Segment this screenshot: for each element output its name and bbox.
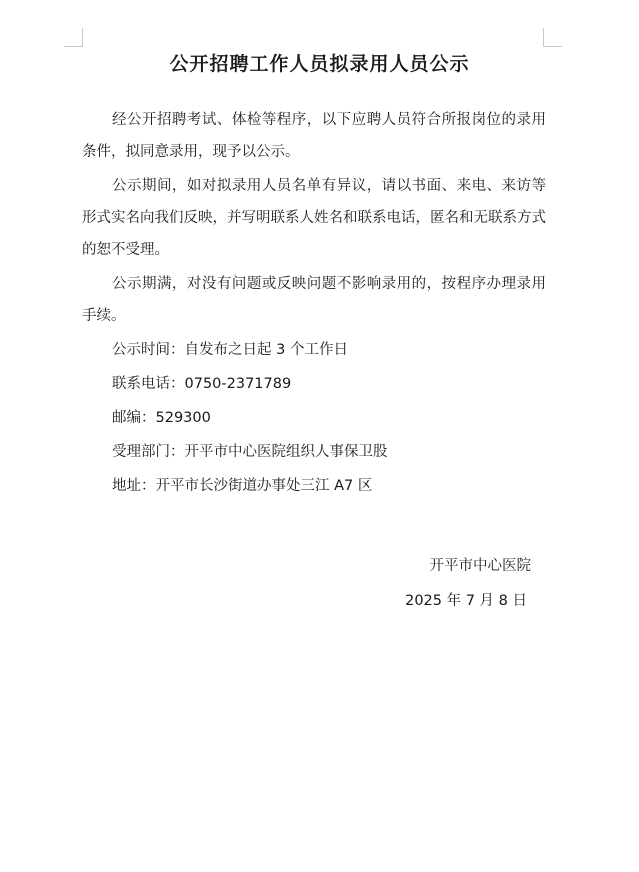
info-period: 公示时间：自发布之日起 3 个工作日	[112, 342, 348, 358]
info-postcode: 邮编：529300	[112, 410, 211, 426]
paragraph-objection: 公示期间，如对拟录用人员名单有异议，请以书面、来电、来访等形式实名向我们反映，并写明联系人姓名和联系电话，匿名和无联系方式的恕不受理。	[82, 178, 546, 258]
signature-organization: 开平市中心医院	[429, 558, 531, 574]
signature-date: 2025 年 7 月 8 日	[405, 593, 527, 609]
paragraph-intro: 经公开招聘考试、体检等程序，以下应聘人员符合所报岗位的录用条件，拟同意录用，现予以公示。	[82, 112, 546, 160]
info-phone: 联系电话：0750-2371789	[112, 376, 292, 392]
paragraph-expiry: 公示期满，对没有问题或反映问题不影响录用的，按程序办理录用手续。	[82, 276, 546, 324]
crop-mark-top-right	[543, 28, 562, 47]
crop-mark-top-left	[64, 28, 83, 47]
document-body	[82, 104, 546, 504]
info-address: 地址：开平市长沙街道办事处三江 A7 区	[112, 478, 373, 494]
info-department: 受理部门：开平市中心医院组织人事保卫股	[112, 444, 388, 460]
document-title: 公开招聘工作人员拟录用人员公示	[169, 53, 470, 75]
